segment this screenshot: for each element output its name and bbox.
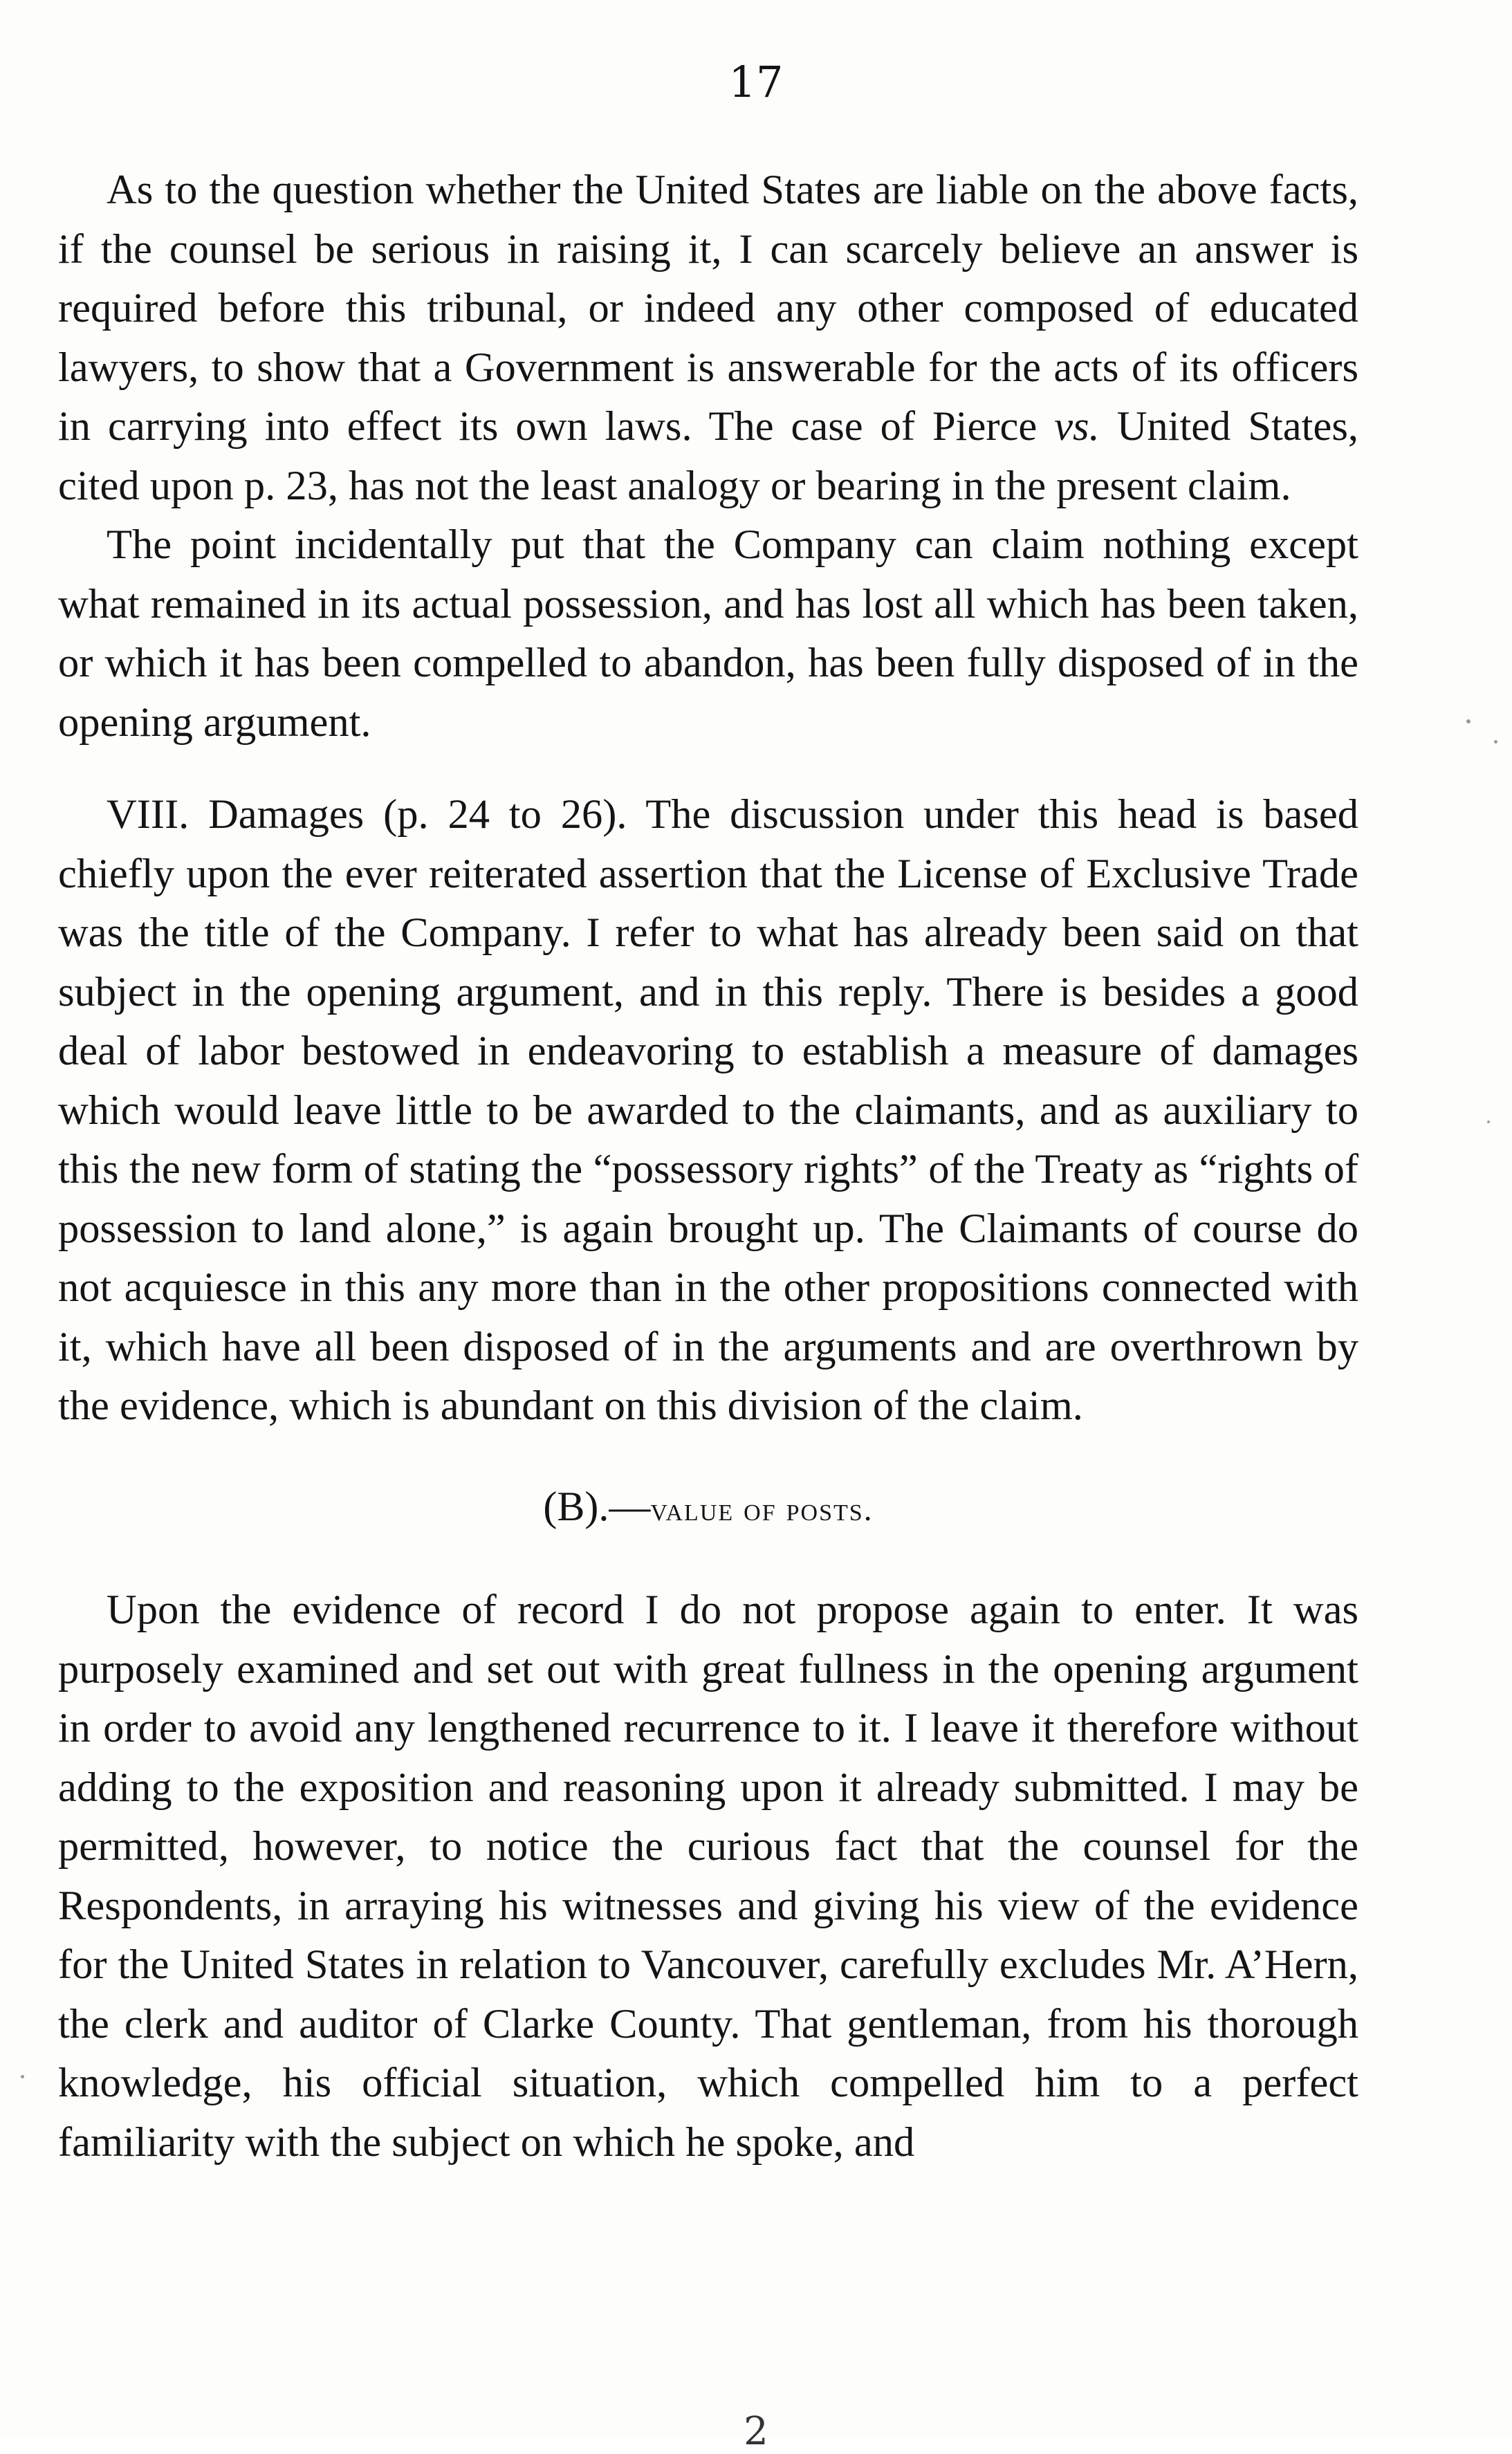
text-run: Upon the evidence of record I do not propose again to enter. It was purposely examined and set out with great fullness in the opening argument in order to avoid any lengthened recurrence to it. I leave it therefore without adding to the exposition and reasoning upon it already submitted. I may be permitted, however, to notice the curious fact that the counsel for the Respondents, in arraying his witnesses and giving his view of the evidence for the United States in relation to Vancouver, carefully excludes Mr. A’Hern, the clerk and auditor of Clarke County. That gentleman, from his thorough knowledge, his official situation, which compelled him to a perfect familiarity with the subject on which he spoke, and bbox=[58, 1587, 1358, 2166]
text-run: United States, cited upon p. 23, has not the least analogy or bearing in the present claim. bbox=[58, 403, 1358, 509]
paper-speck bbox=[1466, 719, 1470, 723]
signature-mark: 2 bbox=[744, 2409, 768, 2454]
text-run: The point incidentally put that the Company can claim nothing except what remained in its actual possession, and has lost all which has been taken, or which it has been compelled to abandon, has been fully disposed of in the opening argument. bbox=[58, 522, 1358, 746]
body-text bbox=[58, 160, 1358, 2172]
section-heading bbox=[58, 1477, 1358, 1540]
paragraph-liability bbox=[58, 160, 1358, 515]
text-run: As to the question whether the United States are liable on the above facts, if the counsel be serious in raising it, I can scarcely believe an answer is required before this tribunal, or indeed any other composed of educated lawyers, to show that a Government is answerable for the acts of its officers in carrying into effect its own laws. The case of Pierce bbox=[58, 167, 1358, 450]
italic-text: vs. bbox=[1054, 403, 1100, 450]
paragraph-damages bbox=[58, 785, 1358, 1436]
paragraph-possession bbox=[58, 515, 1358, 752]
section-heading-prefix: (B).— bbox=[543, 1483, 651, 1529]
paper-speck bbox=[1487, 1120, 1490, 1123]
paper-speck bbox=[21, 2075, 24, 2078]
section-heading-label: value of posts. bbox=[650, 1491, 874, 1528]
section-gap bbox=[58, 1539, 1358, 1580]
paragraph-gap bbox=[58, 752, 1358, 785]
paper-speck bbox=[1494, 740, 1497, 744]
text-run: VIII. Damages (p. 24 to 26). The discussion under this head is based chiefly upon the ever reiterated assertion that the License of Exclusive Trade was the title of the Company. I refer to what has already been said on that subject in the opening argument, and in this reply. There is besides a good deal of labor bestowed in endeavoring to establish a measure of damages which would leave little to be awarded to the claimants, and as auxiliary to this the new form of stating the “possessory rights” of the Treaty as “rights of possession to land alone,” is again brought up. The Claimants of course do not acquiesce in this any more than in the other propositions connected with it, which have all been disposed of in the arguments and are overthrown by the evidence, which is abundant on this division of the claim. bbox=[58, 791, 1358, 1429]
page-number: 17 bbox=[728, 57, 784, 107]
paragraph-evidence bbox=[58, 1580, 1358, 2172]
section-gap bbox=[58, 1436, 1358, 1477]
